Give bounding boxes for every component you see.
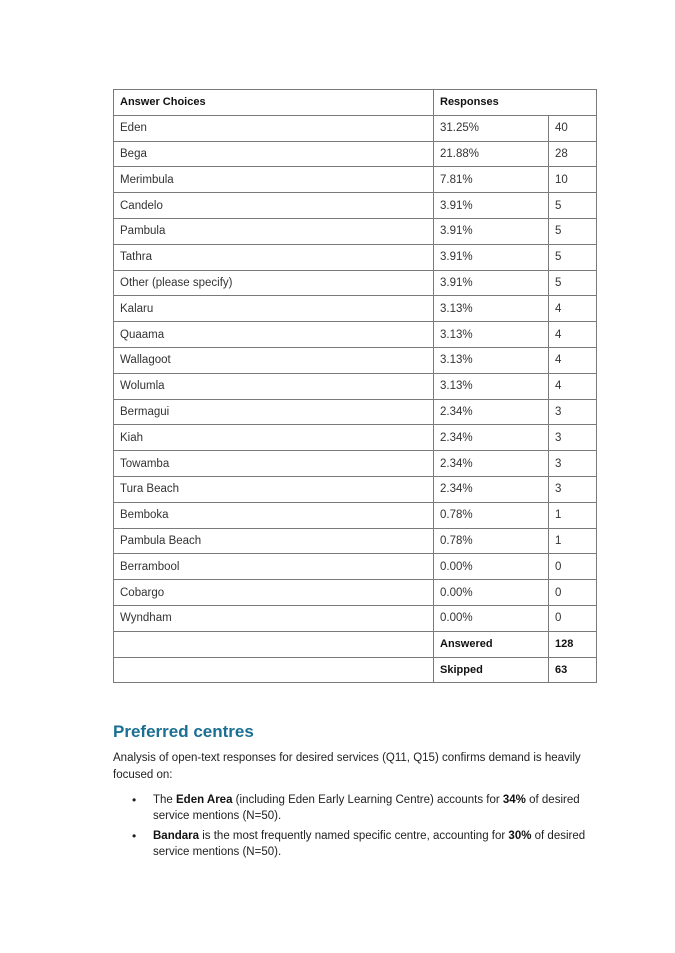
cell-percent: 2.34%	[434, 476, 549, 502]
table-row	[114, 373, 597, 399]
cell-answer-choice: Berrambool	[114, 554, 434, 580]
cell-count: 10	[549, 167, 597, 193]
cell-count: 4	[549, 296, 597, 322]
cell-count: 40	[549, 115, 597, 141]
cell-count: 1	[549, 502, 597, 528]
cell-percent: 0.78%	[434, 502, 549, 528]
table-row	[114, 270, 597, 296]
cell-percent: 3.13%	[434, 296, 549, 322]
cell-percent: 3.91%	[434, 193, 549, 219]
cell-percent: 7.81%	[434, 167, 549, 193]
cell-answer-choice: Merimbula	[114, 167, 434, 193]
answered-label: Answered	[434, 631, 549, 657]
cell-answer-choice: Towamba	[114, 451, 434, 477]
cell-count: 5	[549, 218, 597, 244]
table-row	[114, 580, 597, 606]
summary-row-answered	[114, 631, 597, 657]
table-row	[114, 115, 597, 141]
bullet-text-bold-percent: 34%	[502, 794, 526, 806]
table-row	[114, 347, 597, 373]
cell-count: 3	[549, 425, 597, 451]
cell-answer-choice: Wyndham	[114, 605, 434, 631]
cell-percent: 3.13%	[434, 373, 549, 399]
cell-count: 3	[549, 476, 597, 502]
cell-answer-choice: Quaama	[114, 322, 434, 348]
cell-answer-choice: Tathra	[114, 244, 434, 270]
table-row	[114, 296, 597, 322]
table-row	[114, 141, 597, 167]
cell-answer-choice: Kalaru	[114, 296, 434, 322]
bullet-text-post: of desired service mentions (N=50).	[153, 830, 586, 858]
cell-count: 28	[549, 141, 597, 167]
cell-count: 4	[549, 373, 597, 399]
cell-percent: 31.25%	[434, 115, 549, 141]
cell-answer-choice: Other (please specify)	[114, 270, 434, 296]
bullet-text-mid: (including Eden Early Learning Centre) accounts for	[232, 794, 503, 806]
cell-count: 0	[549, 605, 597, 631]
answered-value: 128	[549, 631, 597, 657]
table-header-row	[114, 90, 597, 116]
cell-count: 0	[549, 580, 597, 606]
cell-percent: 2.34%	[434, 451, 549, 477]
bullet-text-mid: is the most frequently named specific centre, accounting for	[199, 830, 509, 842]
list-item	[113, 792, 593, 824]
cell-percent: 0.00%	[434, 554, 549, 580]
cell-percent: 2.34%	[434, 425, 549, 451]
cell-percent: 2.34%	[434, 399, 549, 425]
cell-answer-choice: Pambula Beach	[114, 528, 434, 554]
bullet-list	[113, 792, 593, 864]
cell-count: 4	[549, 347, 597, 373]
cell-count: 1	[549, 528, 597, 554]
cell-percent: 3.91%	[434, 270, 549, 296]
cell-count: 3	[549, 399, 597, 425]
bullet-icon: •	[132, 829, 137, 843]
header-responses: Responses	[434, 90, 597, 116]
cell-answer-choice: Cobargo	[114, 580, 434, 606]
empty-cell	[114, 657, 434, 683]
table-row	[114, 244, 597, 270]
section-title: Preferred centres	[113, 722, 254, 741]
cell-percent: 3.13%	[434, 347, 549, 373]
table-row	[114, 218, 597, 244]
table-row	[114, 502, 597, 528]
table-row	[114, 451, 597, 477]
cell-count: 4	[549, 322, 597, 348]
cell-answer-choice: Candelo	[114, 193, 434, 219]
summary-row-skipped	[114, 657, 597, 683]
skipped-label: Skipped	[434, 657, 549, 683]
intro-paragraph: Analysis of open-text responses for desired services (Q11, Q15) confirms demand is heavily focused on:	[113, 752, 581, 781]
cell-answer-choice: Wallagoot	[114, 347, 434, 373]
cell-percent: 3.91%	[434, 244, 549, 270]
cell-answer-choice: Tura Beach	[114, 476, 434, 502]
cell-percent: 21.88%	[434, 141, 549, 167]
cell-percent: 3.91%	[434, 218, 549, 244]
table-row	[114, 322, 597, 348]
cell-count: 3	[549, 451, 597, 477]
bullet-text-bold-area: Eden Area	[176, 794, 233, 806]
list-item	[113, 828, 593, 860]
cell-answer-choice: Wolumla	[114, 373, 434, 399]
responses-table	[113, 89, 597, 683]
bullet-text-post: of desired service mentions (N=50).	[153, 794, 580, 822]
cell-percent: 0.78%	[434, 528, 549, 554]
empty-cell	[114, 631, 434, 657]
table-row	[114, 193, 597, 219]
table-row	[114, 167, 597, 193]
cell-answer-choice: Pambula	[114, 218, 434, 244]
cell-count: 5	[549, 244, 597, 270]
header-answer-choices: Answer Choices	[114, 90, 434, 116]
skipped-value: 63	[549, 657, 597, 683]
table-row	[114, 399, 597, 425]
cell-answer-choice: Bega	[114, 141, 434, 167]
cell-answer-choice: Kiah	[114, 425, 434, 451]
table-row	[114, 554, 597, 580]
cell-percent: 0.00%	[434, 605, 549, 631]
cell-answer-choice: Eden	[114, 115, 434, 141]
table-row	[114, 476, 597, 502]
cell-answer-choice: Bermagui	[114, 399, 434, 425]
table-row	[114, 425, 597, 451]
bullet-text-bold-centre: Bandara	[153, 830, 200, 842]
bullet-icon: •	[132, 793, 137, 807]
bullet-text-pre: The	[153, 794, 177, 806]
cell-percent: 3.13%	[434, 322, 549, 348]
cell-count: 5	[549, 270, 597, 296]
bullet-text-bold-percent: 30%	[508, 830, 532, 842]
cell-count: 0	[549, 554, 597, 580]
cell-count: 5	[549, 193, 597, 219]
table-row	[114, 528, 597, 554]
cell-answer-choice: Bemboka	[114, 502, 434, 528]
table-row	[114, 605, 597, 631]
cell-percent: 0.00%	[434, 580, 549, 606]
